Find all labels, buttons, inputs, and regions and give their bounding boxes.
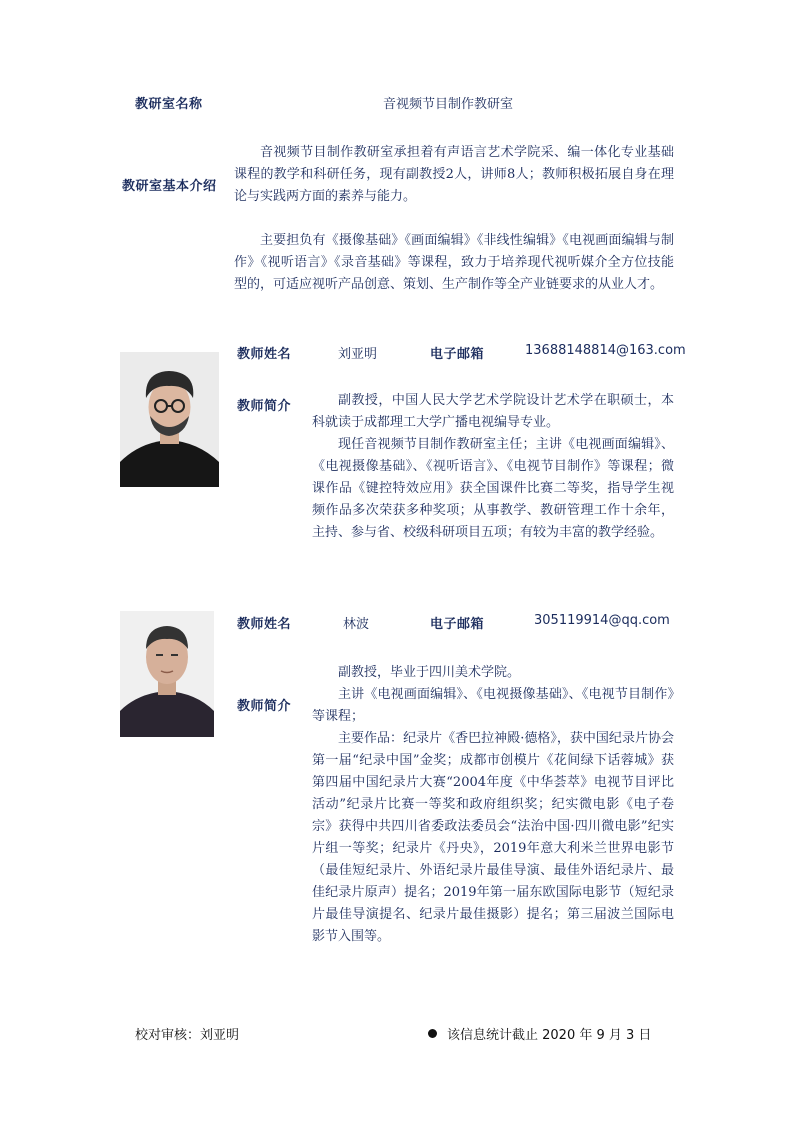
- teacher-email-label: 电子邮箱: [430, 617, 485, 632]
- teacher-bio-label: 教师简介: [237, 699, 292, 714]
- teacher-bio: [312, 390, 674, 544]
- teacher-photo: [120, 611, 214, 737]
- teacher-name: 林波: [343, 617, 370, 632]
- teacher-email: 305119914@qq.com: [534, 613, 670, 628]
- teacher-email: 13688148814@163.com: [525, 343, 686, 358]
- avatar-photo-1: [120, 352, 219, 487]
- teacher-bio-paragraph: 主要作品：纪录片《香巴拉神殿·德格》，获中国纪录片协会第一届“纪录中国”金奖；成都市创模片《花间绿下话蓉城》获第四届中国纪录片大赛“2004年度《中华荟萃》电视节目评比活动”纪录片比赛一等奖和政府组织奖；纪实微电影《电子卷宗》获得中共四川省委政法委员会“法治中国·四川微电影”纪实片组一等奖；纪录片《丹央》，2019年意大利米兰世界电影节（最佳短纪录片、外语纪录片最佳导演、最佳外语纪录片、最佳纪录片原声）提名；2019年第一届东欧国际电影节（短纪录片最佳导演提名、纪录片最佳摄影）提名；第三届波兰国际电影节入围等。: [312, 731, 674, 944]
- reviewer-note: 校对审核：刘亚明: [135, 1028, 240, 1043]
- teacher-email-label: 电子邮箱: [430, 347, 485, 362]
- teacher-bio-label: 教师简介: [237, 399, 292, 414]
- stat-note-text: 该信息统计截止 2020 年 9 月 3 日: [447, 1028, 652, 1043]
- teacher-name-label: 教师姓名: [237, 347, 292, 362]
- stat-note: [428, 1024, 651, 1043]
- teacher-bio-paragraph: 现任音视频节目制作教研室主任；主讲《电视画面编辑》、《电视摄像基础》、《视听语言》、《电视节目制作》等课程；微课作品《键控特效应用》获全国课件比赛二等奖，指导学生视频作品多次荣获多种奖项；从事教学、教研管理工作十余年，主持、参与省、校级科研项目五项；有较为丰富的教学经验。: [312, 437, 674, 540]
- office-intro-label: 教研室基本介绍: [122, 179, 217, 194]
- office-name-label: 教研室名称: [135, 97, 203, 112]
- teacher-bio-paragraph: 副教授，中国人民大学艺术学院设计艺术学在职硕士，本科就读于成都理工大学广播电视编导专业。: [312, 393, 674, 430]
- office-intro-paragraph: 主要担负有《摄像基础》《画面编辑》《非线性编辑》《电视画面编辑与制作》《视听语言》《录音基础》等课程，致力于培养现代视听媒介全方位技能型的，可适应视听产品创意、策划、生产制作等全产业链要求的从业人才。: [234, 233, 674, 292]
- teacher-bio-paragraph: 主讲《电视画面编辑》、《电视摄像基础》、《电视节目制作》等课程；: [312, 687, 674, 724]
- bullet-icon: [428, 1029, 437, 1038]
- avatar-photo-2: [120, 611, 214, 737]
- teacher-bio: [312, 662, 674, 948]
- teacher-name: 刘亚明: [338, 347, 378, 362]
- office-intro: [234, 142, 674, 296]
- teacher-bio-paragraph: 副教授，毕业于四川美术学院。: [338, 665, 521, 680]
- office-intro-paragraph: 音视频节目制作教研室承担着有声语言艺术学院采、编一体化专业基础课程的教学和科研任务，现有副教授2人，讲师8人；教师积极拓展自身在理论与实践两方面的素养与能力。: [234, 145, 674, 204]
- office-name: 音视频节目制作教研室: [383, 97, 514, 112]
- teacher-name-label: 教师姓名: [237, 617, 292, 632]
- teacher-photo: [120, 352, 219, 487]
